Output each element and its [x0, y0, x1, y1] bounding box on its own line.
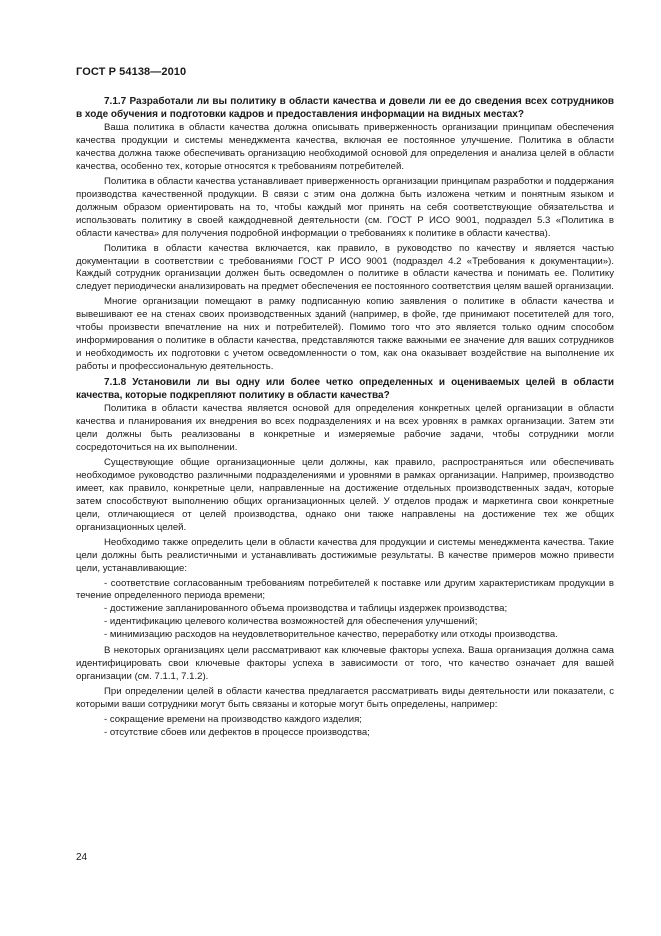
list-item: - сокращение времени на производство каждого изделия; — [104, 714, 362, 726]
document-body — [76, 95, 614, 740]
section-heading-7-1-7: 7.1.7 Разработали ли вы политику в области качества и довели ли ее до сведения всех сотрудников в ходе обучения и подготовки кадров и предоставления информации на видных местах? — [76, 96, 614, 120]
paragraph: Политика в области качества устанавливает приверженность организации принципам разработки и поддержания производства качественной продукции. В связи с этим она должна быть изложена четким и понятным языком и должным образом ориентировать на то, чтобы каждый мог принять на себя соответствующие обязательства и использовать политику в своей каждодневной деятельности (см. ГОСТ Р ИСО 9001, подраздел 5.3 «Политика в области качества» для получения подробной информации о требованиях к политике в области качества). — [76, 175, 614, 239]
list-item: - соответствие согласованным требованиям потребителей к поставке или другим характеристикам продукции в течение определенного периода времени; — [76, 577, 614, 602]
paragraph: Необходимо также определить цели в области качества для продукции и системы менеджмента качества. Такие цели должны быть реалистичными и устанавливать достижимые результаты. В качестве примеров можно привести цели, устанавливающие: — [76, 536, 614, 574]
list-item: - минимизацию расходов на неудовлетворительное качество, переработку или отходы производства. — [104, 629, 558, 641]
page-number: 24 — [76, 852, 88, 863]
paragraph: Политика в области качества является основой для определения конкретных целей организации в области качества и планирования их внедрения во всех подразделениях и на всех уровнях в рамках организации. Затем эти цели должны быть реализованы в конкретные и измеряемые рабочие задачи, чтобы сотрудники могли сосредоточиться на их выполнении. — [76, 403, 614, 453]
paragraph: В некоторых организациях цели рассматривают как ключевые факторы успеха. Ваша организация должна сама идентифицировать свои ключевые факторы успеха в зависимости от того, что качество означает для вашей организации (см. 7.1.1, 7.1.2). — [76, 645, 614, 683]
paragraph: Существующие общие организационные цели должны, как правило, распространяться или обеспечивать необходимое руководство различными подразделениями и уровнями в рамках организации. Например, производство имеет, как правило, конкретные цели, направленные на достижение отдельных производственных задач, которые затем способствуют выполнению общих организационных целей. У отделов продаж и маркетинга свои конкретные цели, отличающиеся от целей производства, однако они также направлены на достижение тех же общих организационных целей. — [76, 456, 614, 533]
list-item: - идентификацию целевого количества возможностей для обеспечения улучшений; — [104, 616, 478, 628]
list-item: - достижение запланированного объема производства и таблицы издержек производства; — [104, 603, 508, 615]
paragraph: Многие организации помещают в рамку подписанную копию заявления о политике в области качества и вывешивают ее на стенах своих производственных зданий (например, в фойе, где принимают посетителей для того, чтобы произвести впечатление на них и потребителей). Помимо того что это является только одним способом информирования о политике в области качества, представляются также важными ее значение для ваших сотрудников и необходимость их подготовки с учетом осведомленности о том, как она оказывает воздействие на выполнение их работы и профессиональную деятельность. — [76, 296, 614, 373]
list-item: - отсутствие сбоев или дефектов в процессе производства; — [104, 726, 370, 738]
paragraph: Политика в области качества включается, как правило, в руководство по качеству и является частью документации в соответствии с требованиями ГОСТ Р ИСО 9001 (подраздел 4.2 «Требования к документации»). Каждый сотрудник организации должен быть осведомлен о политике в области качества и понимать ее. Политику следует периодически анализировать на предмет обеспечения ее постоянного соответствия целям вашей организации. — [76, 242, 614, 293]
section-heading-7-1-8: 7.1.8 Установили ли вы одну или более четко определенных и оцениваемых целей в области качества, которые подкрепляют политику в области качества? — [76, 377, 614, 402]
document-code: ГОСТ Р 54138—2010 — [76, 66, 187, 78]
paragraph: При определении целей в области качества предлагается рассматривать виды деятельности или показатели, с которыми ваши сотрудники могут быть связаны и которые могут быть определены, например: — [76, 686, 614, 711]
paragraph: Ваша политика в области качества должна описывать приверженность организации принципам обеспечения качества продукции и системы менеджмента качества, включая ее постоянное улучшение. Политика в области качества должна также обеспечивать организацию необходимой основой для определения и анализа целей в области качества, особенно тех, которые относятся к требованиям потребителей. — [76, 122, 614, 172]
